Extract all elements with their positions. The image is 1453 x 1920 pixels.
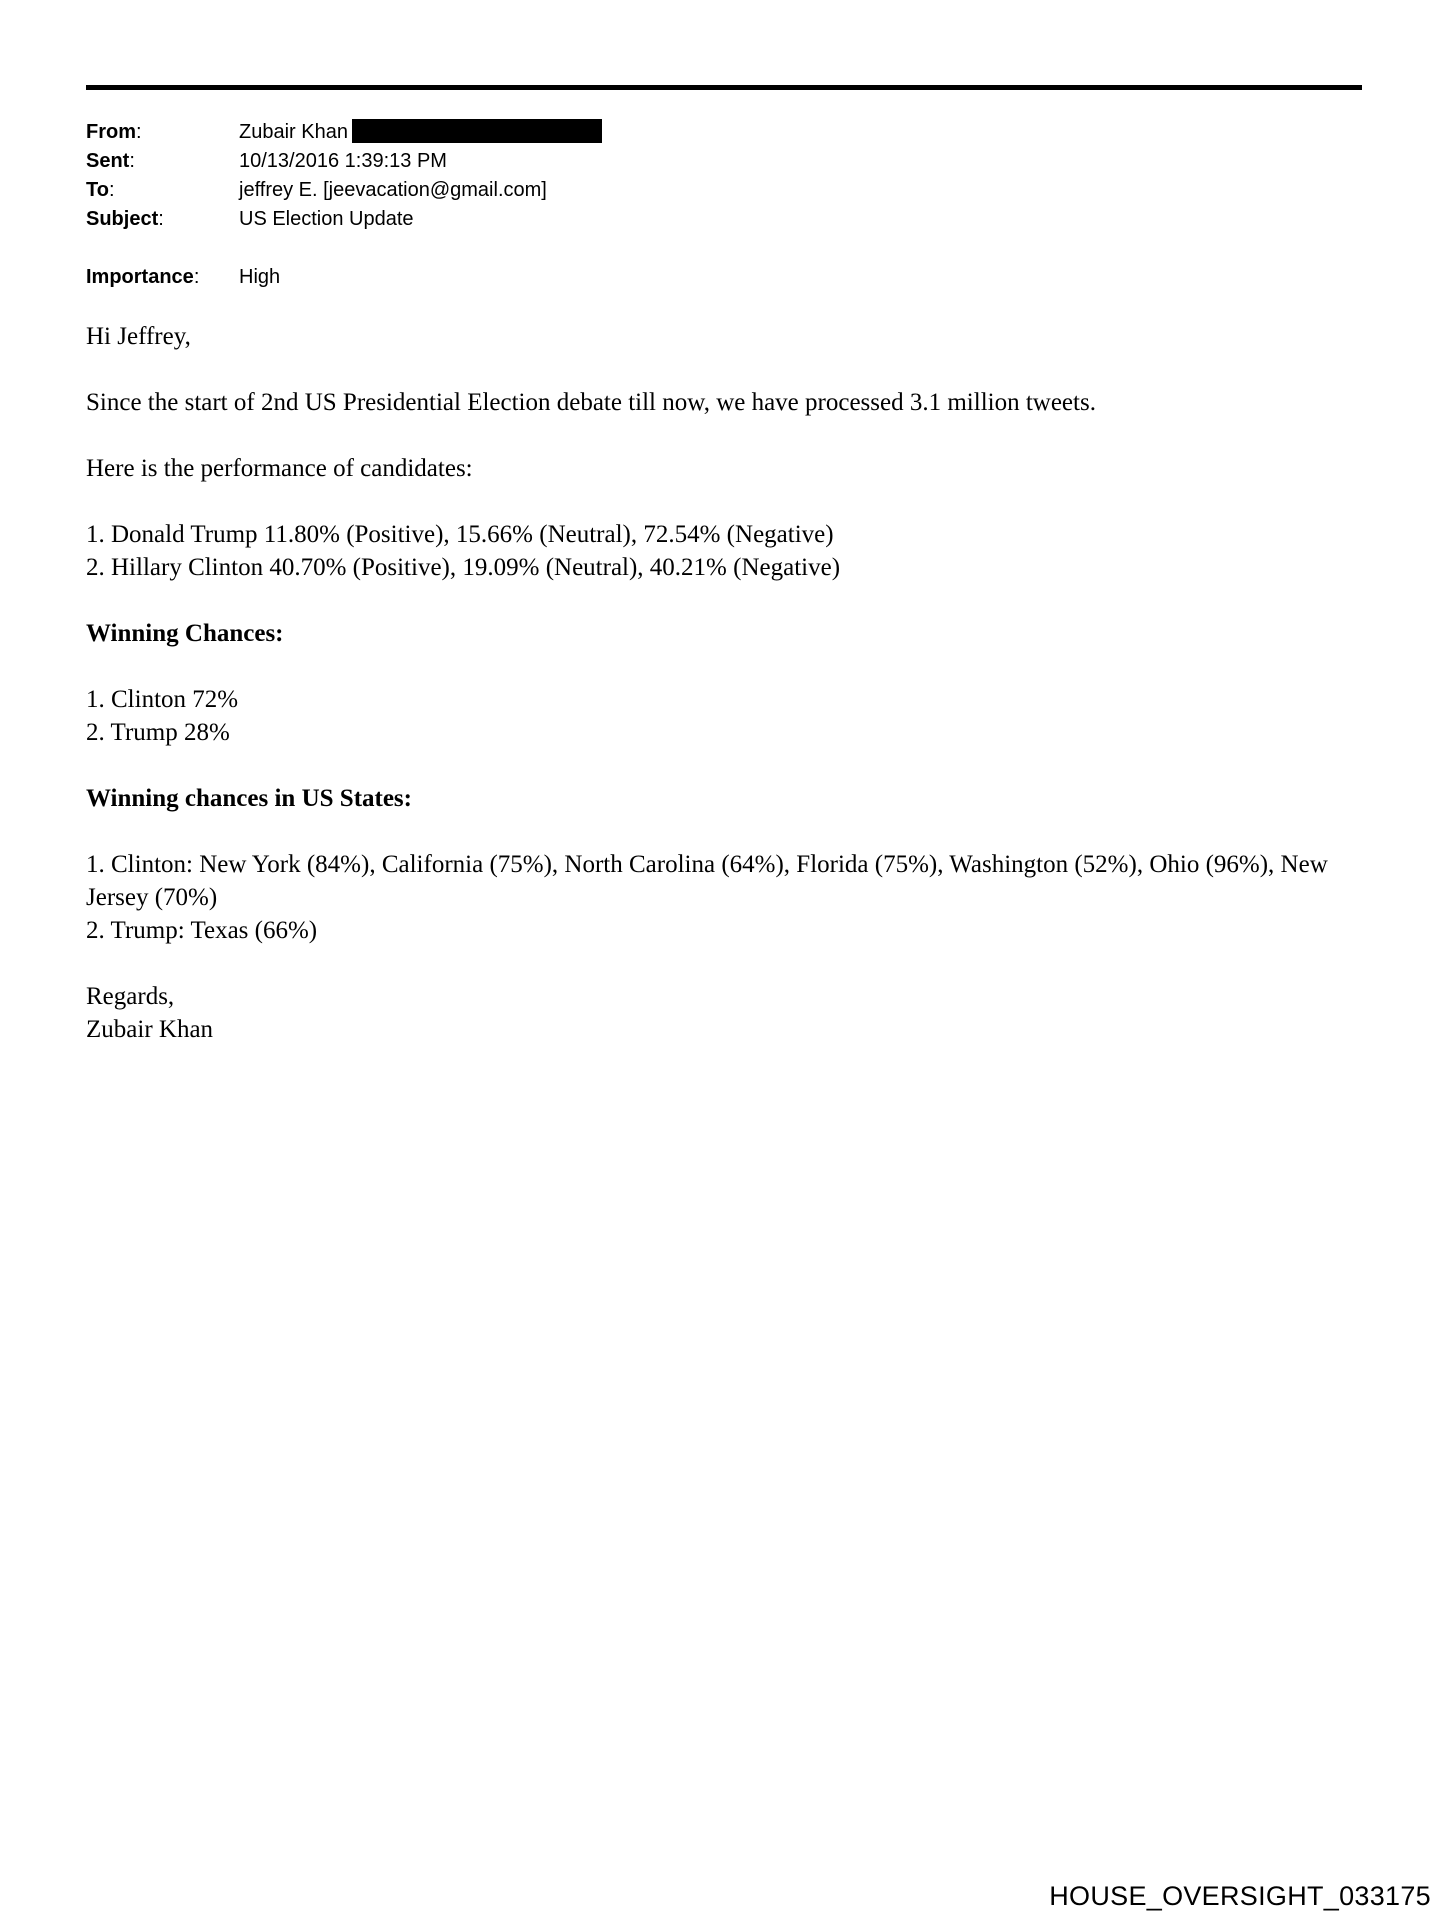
sent-value: 10/13/2016 1:39:13 PM (239, 150, 447, 172)
states-list (86, 848, 1376, 947)
importance-label: Importance (86, 266, 194, 288)
document-id: HOUSE_OVERSIGHT_033175 (1049, 1881, 1431, 1911)
email-body (86, 320, 1376, 1079)
list-item: 2. Hillary Clinton 40.70% (Positive), 19.09% (Neutral), 40.21% (Negative) (86, 554, 841, 581)
signature-block (86, 980, 1376, 1046)
to-value: jeffrey E. [jeevacation@gmail.com] (239, 179, 547, 201)
subject-label: Subject (86, 208, 159, 230)
list-item: 2. Trump: Texas (66%) (86, 917, 318, 944)
header-rule (86, 85, 1362, 90)
from-value: Zubair Khan (239, 121, 348, 143)
from-label: From (86, 121, 136, 143)
list-item: 1. Clinton 72% (86, 686, 239, 713)
signature: Zubair Khan (86, 1016, 214, 1043)
winning-heading: Winning Chances: (86, 620, 284, 647)
redaction-block (352, 119, 602, 143)
sent-label: Sent (86, 150, 130, 172)
subject-value: US Election Update (239, 208, 414, 230)
performance-list (86, 518, 1376, 584)
importance-value: High (239, 266, 281, 288)
winning-list (86, 683, 1376, 749)
greeting: Hi Jeffrey, (86, 323, 191, 350)
intro-paragraph: Since the start of 2nd US Presidential Election debate till now, we have processed 3.1 million tweets. (86, 389, 1096, 416)
to-label: To (86, 179, 109, 201)
performance-intro: Here is the performance of candidates: (86, 455, 473, 482)
states-heading: Winning chances in US States: (86, 785, 412, 812)
closing: Regards, (86, 983, 175, 1010)
list-item: 1. Donald Trump 11.80% (Positive), 15.66% (Neutral), 72.54% (Negative) (86, 521, 834, 548)
list-item: 1. Clinton: New York (84%), California (75%), North Carolina (64%), Florida (75%), Washington (52%), Ohio (96%), New Jersey (70%) (86, 851, 1328, 911)
list-item: 2. Trump 28% (86, 719, 230, 746)
